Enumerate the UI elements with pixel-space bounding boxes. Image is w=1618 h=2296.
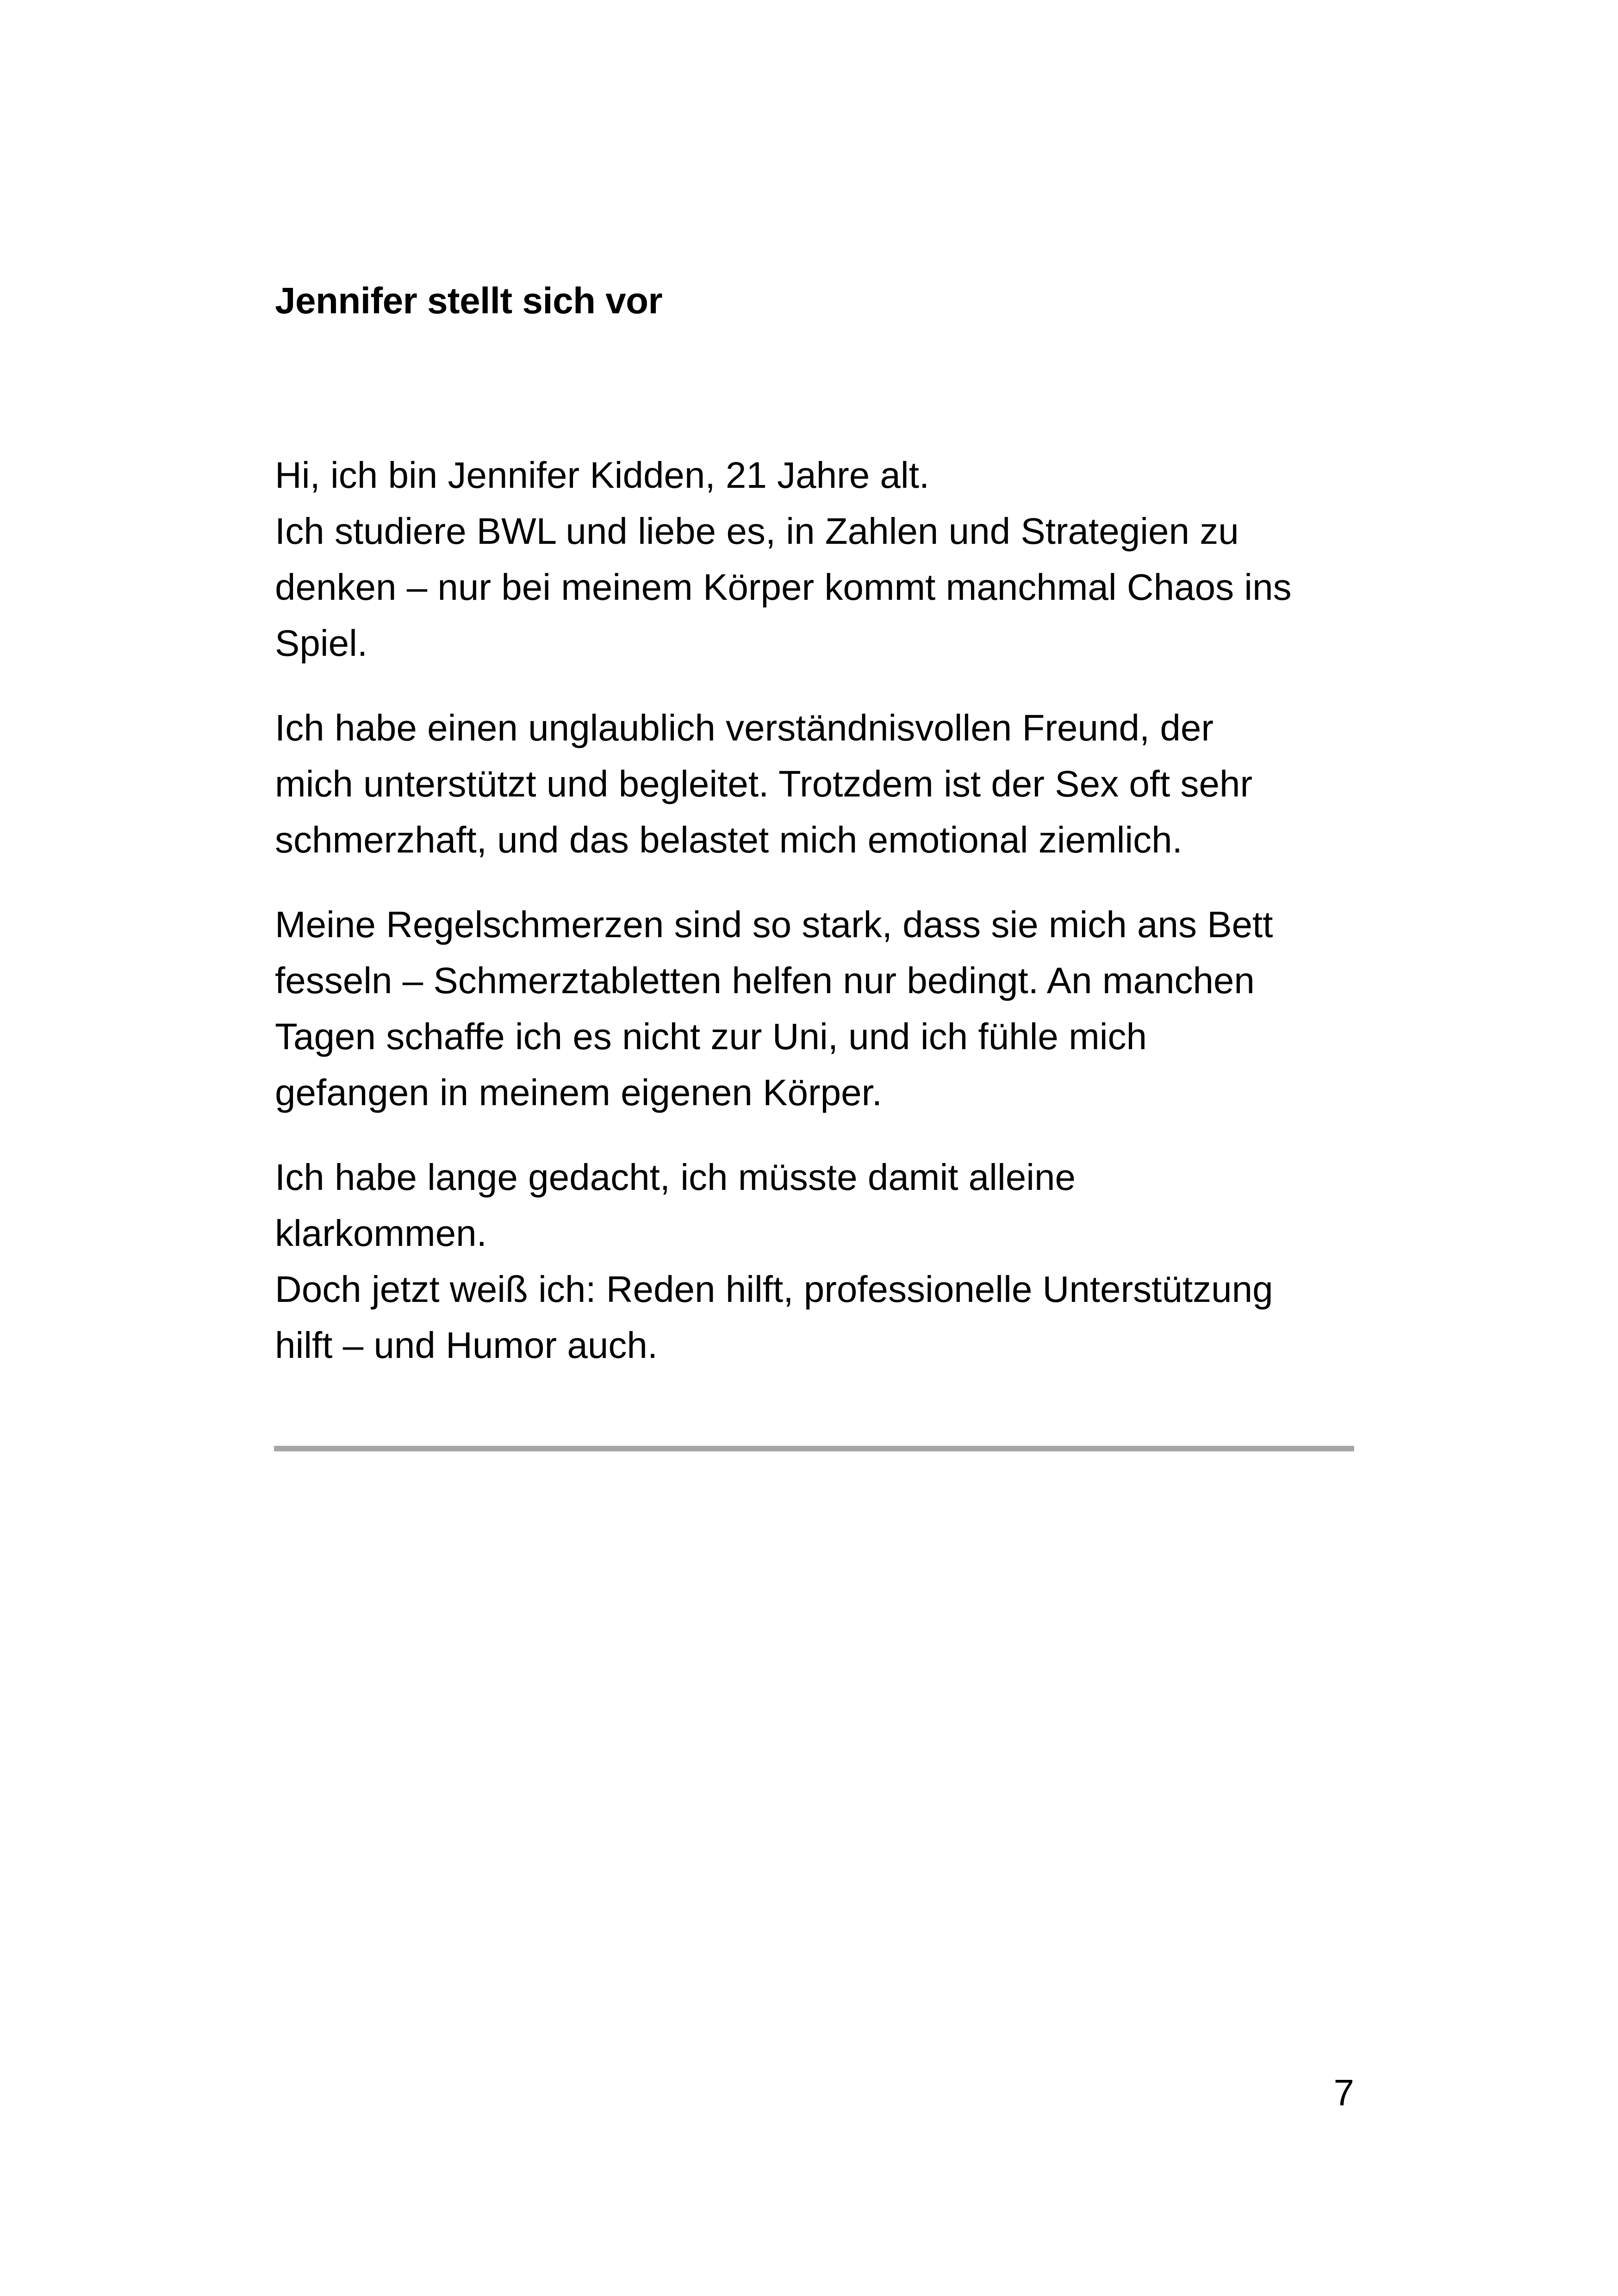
text-line: Spiel.	[275, 622, 368, 664]
text-line: schmerzhaft, und das belastet mich emotional ziemlich.	[275, 819, 1182, 860]
body-text	[275, 447, 1358, 1402]
text-line: gefangen in meinem eigenen Körper.	[275, 1072, 883, 1113]
text-line: fesseln – Schmerztabletten helfen nur bedingt. An manchen	[275, 960, 1255, 1001]
text-line: Doch jetzt weiß ich: Reden hilft, professionelle Unterstützung	[275, 1269, 1273, 1310]
text-line: Meine Regelschmerzen sind so stark, dass sie mich ans Bett	[275, 904, 1273, 945]
text-line: klarkommen.	[275, 1213, 487, 1254]
text-line: Ich habe einen unglaublich verständnisvollen Freund, der	[275, 707, 1214, 748]
text-line: denken – nur bei meinem Körper kommt manchmal Chaos ins	[275, 566, 1292, 608]
paragraph-partner	[275, 700, 1358, 868]
paragraph-intro	[275, 447, 1358, 671]
text-line: Hi, ich bin Jennifer Kidden, 21 Jahre alt.	[275, 454, 930, 496]
text-line: Ich studiere BWL und liebe es, in Zahlen und Strategien zu	[275, 510, 1239, 552]
paragraph-period-pain	[275, 896, 1358, 1120]
text-line: Ich habe lange gedacht, ich müsste damit alleine	[275, 1157, 1076, 1198]
section-heading: Jennifer stellt sich vor	[275, 280, 663, 321]
paragraph-support	[275, 1149, 1358, 1373]
text-line: mich unterstützt und begleitet. Trotzdem ist der Sex oft sehr	[275, 763, 1253, 804]
horizontal-divider	[274, 1446, 1354, 1451]
text-line: Tagen schaffe ich es nicht zur Uni, und ich fühle mich	[275, 1016, 1147, 1057]
page-number: 7	[1333, 2072, 1354, 2113]
text-line: hilft – und Humor auch.	[275, 1325, 658, 1366]
